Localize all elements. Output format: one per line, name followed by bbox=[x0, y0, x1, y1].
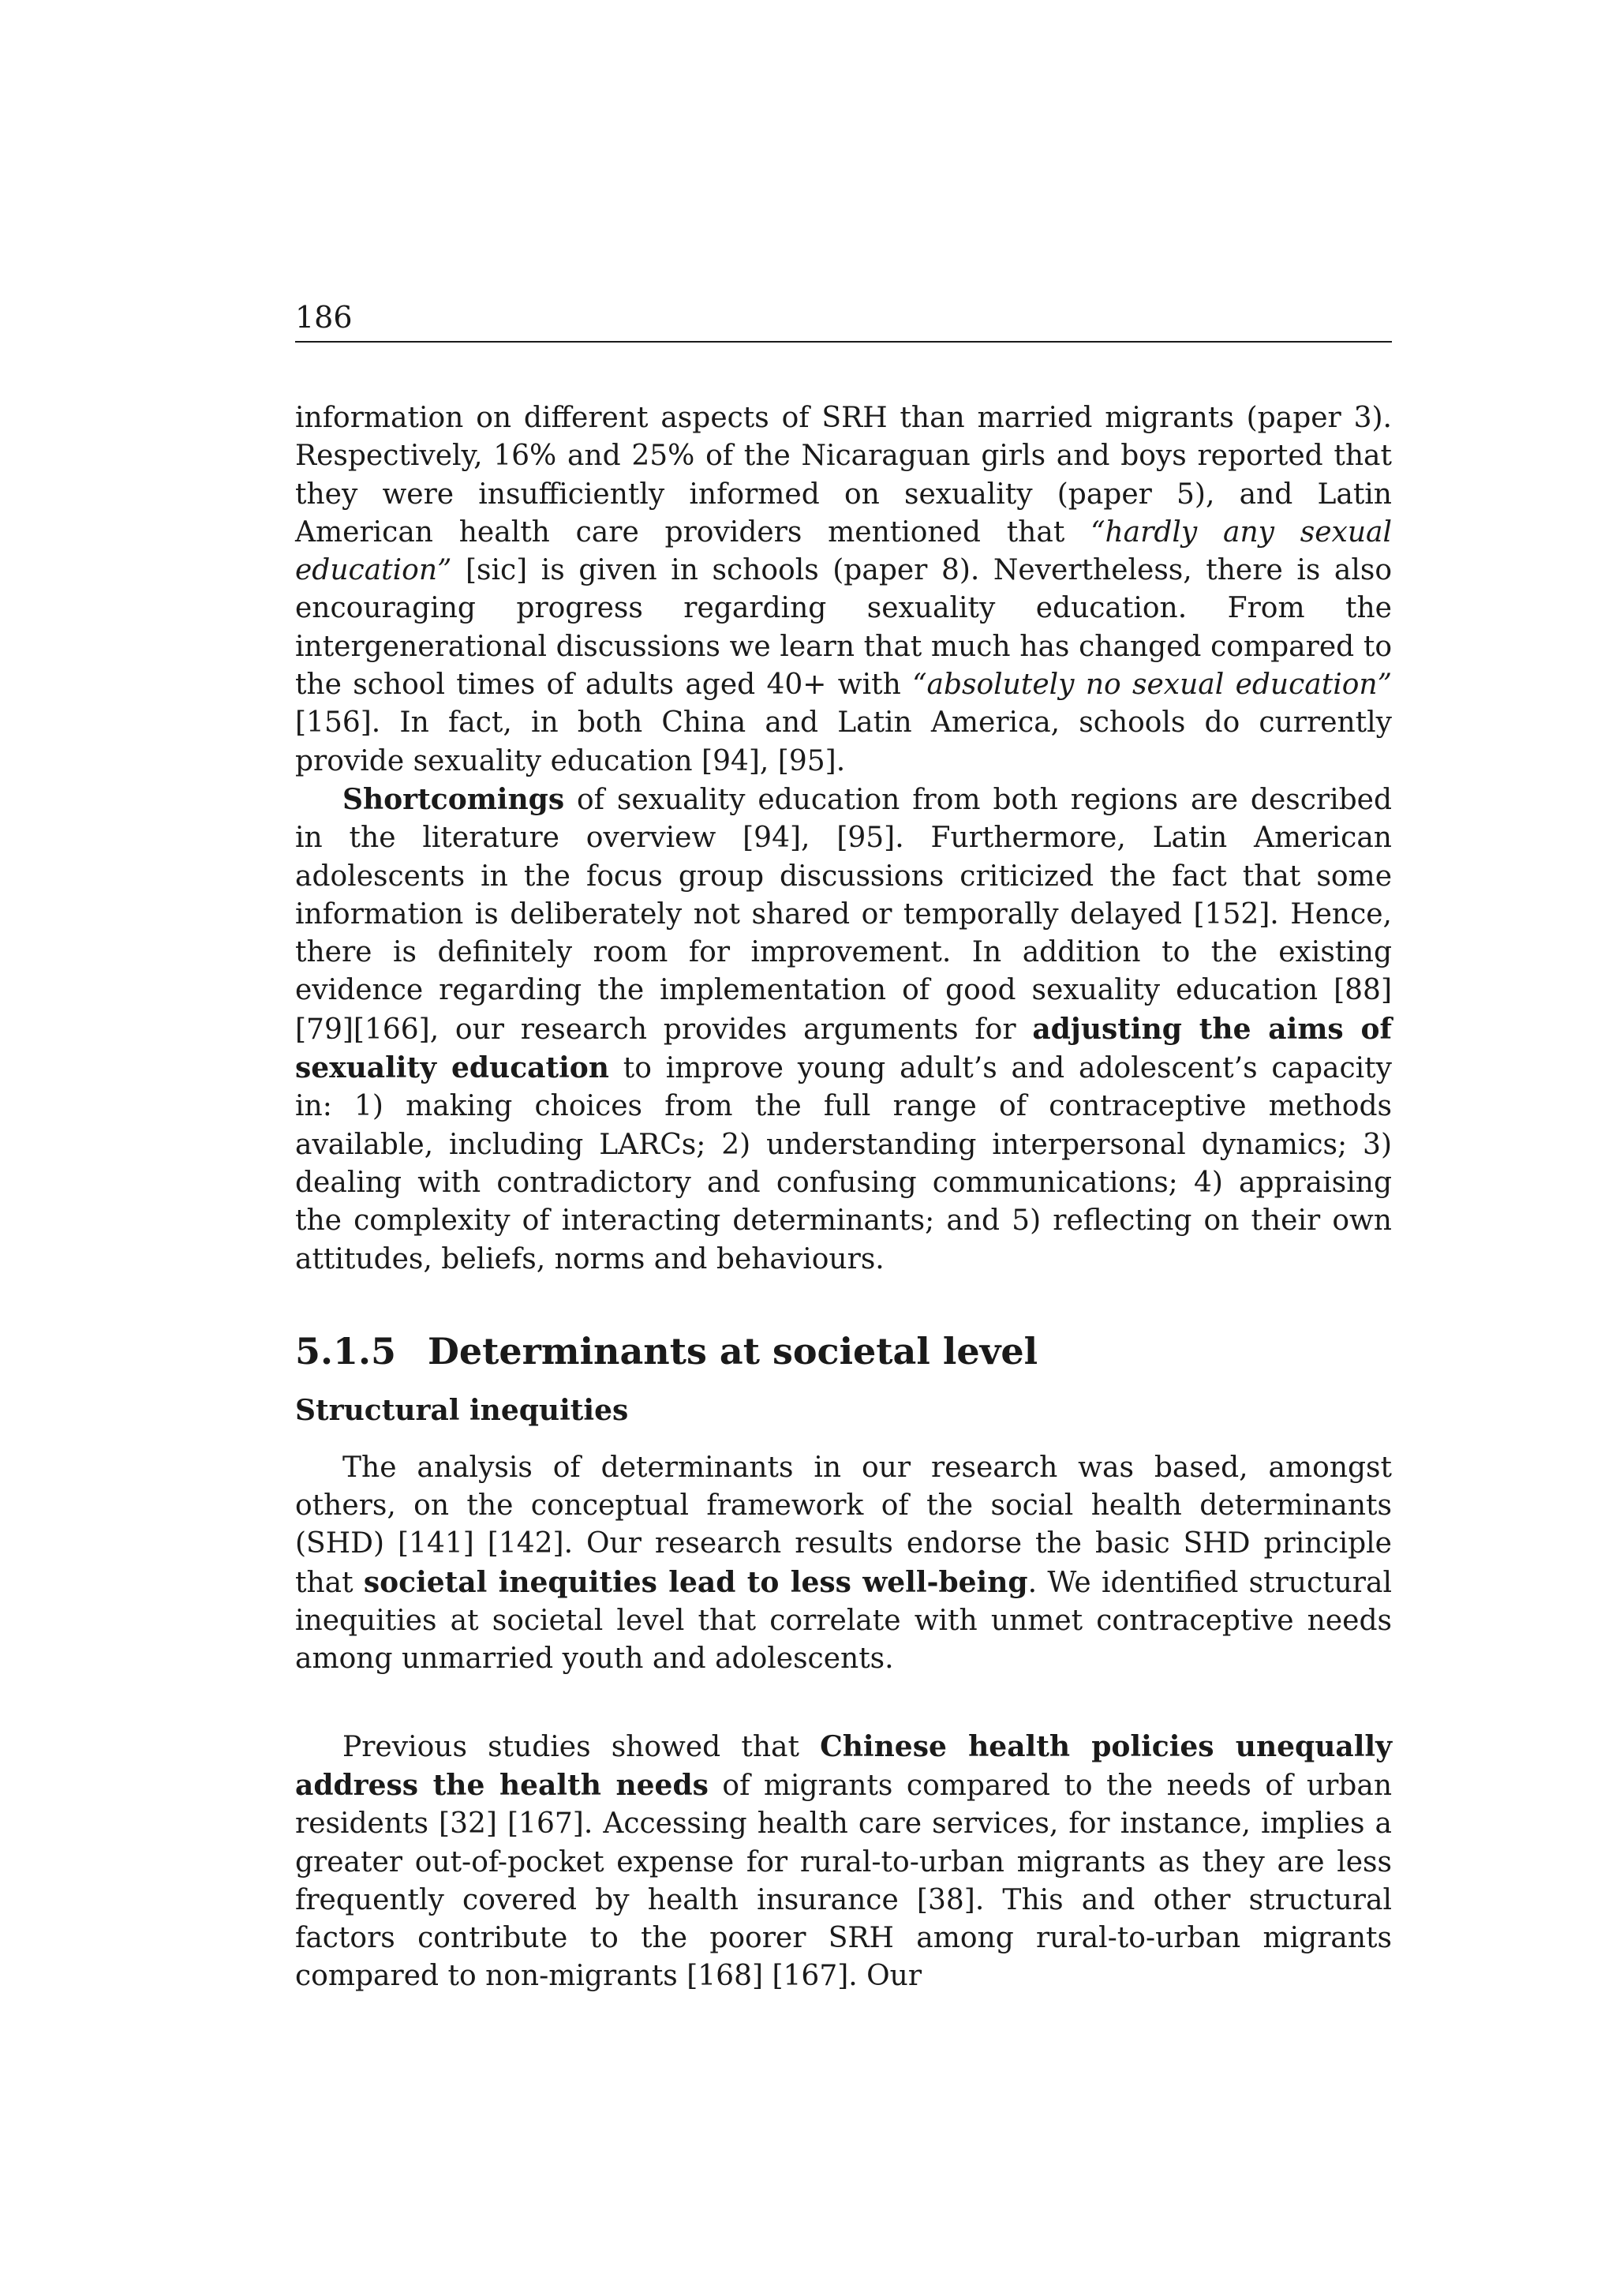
text-run: The analysis of determinants in our research was based, amongst others, on the conceptual framework of the social health determinants (SHD) [141] [142]. Our research results endorse the basic SHD principle that bbox=[295, 1451, 1392, 1599]
page-body bbox=[295, 399, 1392, 1996]
section-number: 5.1.5 bbox=[295, 1329, 397, 1373]
section-heading bbox=[295, 1328, 1392, 1375]
text-run: of sexuality education from both regions are described in the literature overview [94], [95]. Furthermore, Latin American adolescents in the focus group discussions criticized the fact that some information is deliberately not shared or temporally delayed [152]. Hence, there is definitely room for improvement. In addition to the existing evidence regarding the implementation of good sexuality education [88][79][166], our research provides arguments for bbox=[295, 783, 1392, 1046]
text-run: [156]. In fact, in both China and Latin America, schools do currently provide sexuality education [94], [95]. bbox=[295, 706, 1392, 777]
spacer bbox=[295, 1375, 1392, 1391]
text-run: of migrants compared to the needs of urban residents [32] [167]. Accessing health care services, for instance, implies a greater out-of-pocket expense for rural-to-urban migrants as they are less frequently covered by health insurance [38]. This and other structural factors contribute to the poorer SRH among rural-to-urban migrants compared to non-migrants [168] [167]. Our bbox=[295, 1769, 1393, 1993]
header-rule bbox=[295, 341, 1392, 343]
spacer bbox=[295, 1679, 1392, 1728]
quote-absolutely-no: “absolutely no sexual education” bbox=[912, 669, 1392, 702]
text-run: [sic] is given in schools (paper 8). Nevertheless, there is also encouraging progress regarding sexuality education. From the intergenerational discussions we learn that much has changed compared to the school times of adults aged 40+ with bbox=[295, 554, 1392, 702]
bold-societal-inequities: societal inequities lead to less well-being bbox=[363, 1565, 1028, 1599]
bold-chinese-policies: Chinese health policies unequally address the health needs bbox=[295, 1729, 1392, 1802]
paragraph-shd-framework bbox=[295, 1449, 1392, 1679]
text-run: information on different aspects of SRH than married migrants (paper 3). Respectively, 16% and 25% of the Nicaraguan girls and boys reported that they were insufficiently informed on sexuality (paper 5), and Latin American health care providers mentioned that bbox=[295, 402, 1392, 549]
paragraph-chinese-health-policies bbox=[295, 1728, 1392, 1996]
text-run: to improve young adult’s and adolescent’s capacity in: 1) making choices from the full range of contraceptive methods available, including LARCs; 2) understanding interpersonal dynamics; 3) dealing with contradictory and confusing communications; 4) appraising the complexity of interacting determinants; and 5) reflecting on their own attitudes, beliefs, norms and behaviours. bbox=[295, 1052, 1392, 1275]
page-number: 186 bbox=[295, 300, 353, 335]
spacer bbox=[295, 1279, 1392, 1328]
quote-hardly-any: “hardly any sexual education” bbox=[295, 515, 1392, 587]
paragraph-shortcomings bbox=[295, 781, 1392, 1279]
text-run: . We identified structural inequities at societal level that correlate with unmet contraceptive needs among unmarried youth and adolescents. bbox=[295, 1566, 1392, 1676]
text-run: Previous studies showed that bbox=[342, 1730, 821, 1763]
bold-shortcomings: Shortcomings bbox=[342, 782, 565, 816]
subsection-heading: Structural inequities bbox=[295, 1393, 629, 1427]
section-title: Determinants at societal level bbox=[428, 1329, 1038, 1373]
spacer bbox=[295, 1430, 1392, 1449]
paragraph-sex-education-info bbox=[295, 399, 1392, 781]
bold-adjusting-aims: adjusting the aims of sexuality education bbox=[295, 1012, 1393, 1085]
